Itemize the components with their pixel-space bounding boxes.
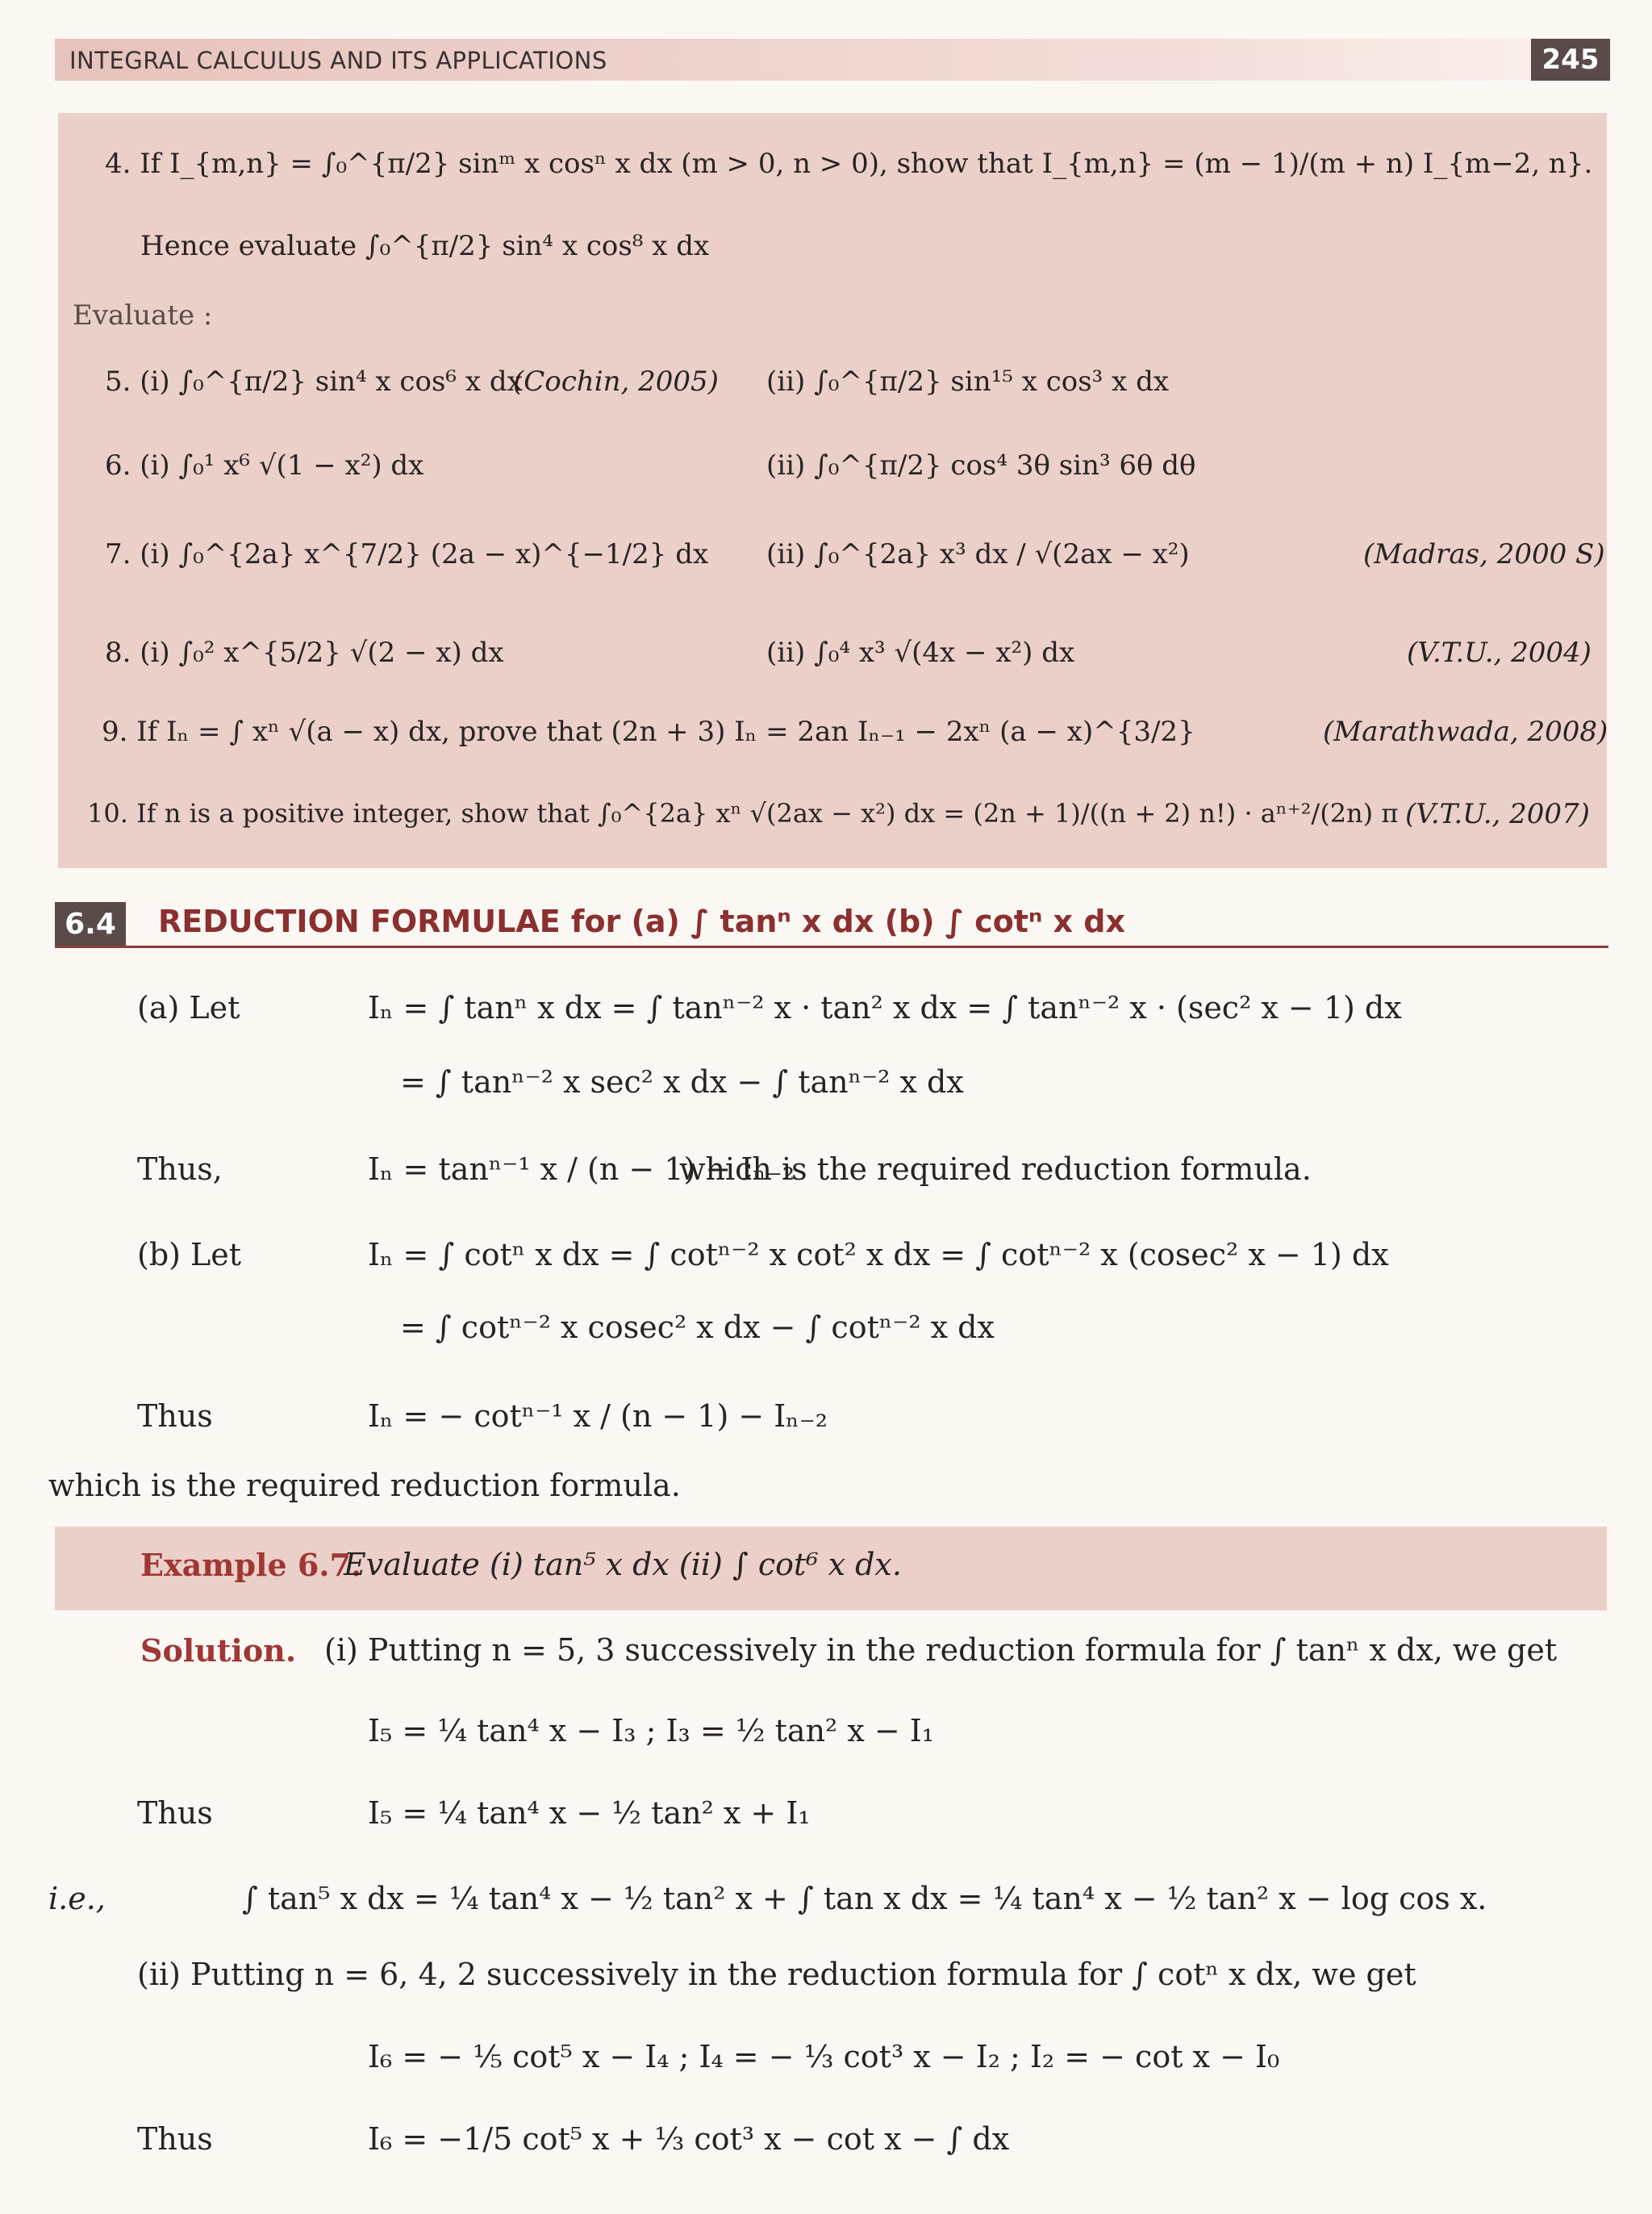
exercise-9-source: (Marathwada, 2008) [1323,716,1608,748]
derivation-a-eq1: Iₙ = ∫ tanⁿ x dx = ∫ tanⁿ⁻² x · tan² x dx = ∫ tanⁿ⁻² x · (sec² x − 1) dx [368,990,1402,1026]
solution-thus-2: Thus [137,2121,213,2157]
section-number: 6.4 [55,902,126,947]
solution-eq4: I₆ = − ⅕ cot⁵ x − I₄ ; I₄ = − ⅓ cot³ x − I₂ ; I₂ = − cot x − I₀ [368,2039,1280,2074]
derivation-a-eq2: = ∫ tanⁿ⁻² x sec² x dx − ∫ tanⁿ⁻² x dx [400,1064,964,1100]
exercise-6-ii: (ii) ∫₀^{π/2} cos⁴ 3θ sin³ 6θ dθ [766,449,1196,482]
exercise-6-i: 6. (i) ∫₀¹ x⁶ √(1 − x²) dx [105,449,424,482]
derivation-a-thus: Thus, [137,1151,223,1187]
section-underline [55,946,1608,948]
derivation-b-eq3: Iₙ = − cotⁿ⁻¹ x / (n − 1) − Iₙ₋₂ [368,1398,828,1434]
solution-eq2: I₅ = ¼ tan⁴ x − ½ tan² x + I₁ [368,1795,811,1831]
exercise-5-ii: (ii) ∫₀^{π/2} sin¹⁵ x cos³ x dx [766,366,1170,398]
exercise-5-i: 5. (i) ∫₀^{π/2} sin⁴ x cos⁶ x dx [105,366,523,398]
section-title: REDUCTION FORMULAE for (a) ∫ tanⁿ x dx (b) ∫ cotⁿ x dx [158,904,1125,939]
evaluate-label: Evaluate : [73,299,213,332]
exercise-5-source: (Cochin, 2005) [513,366,719,398]
running-header-title: INTEGRAL CALCULUS AND ITS APPLICATIONS [69,47,607,74]
exercise-7-source: (Madras, 2000 S) [1363,538,1605,570]
exercise-7-i: 7. (i) ∫₀^{2a} x^{7/2} (2a − x)^{−1/2} dx [105,538,709,570]
exercise-box [58,113,1607,868]
example-statement: Evaluate (i) tan⁵ x dx (ii) ∫ cot⁶ x dx. [344,1547,902,1582]
exercise-10: 10. If n is a positive integer, show that ∫₀^{2a} xⁿ √(2ax − x²) dx = (2n + 1)/((n + 2) n!) · aⁿ⁺²/(2n) π [87,798,1399,829]
derivation-b-conclusion: which is the required reduction formula. [48,1468,681,1503]
page-number: 245 [1531,39,1610,81]
derivation-b-thus: Thus [137,1398,213,1434]
exercise-8-i: 8. (i) ∫₀² x^{5/2} √(2 − x) dx [105,637,504,669]
derivation-a-label: (a) Let [137,990,240,1026]
solution-thus-1: Thus [137,1795,213,1831]
example-label: Example 6.7. [140,1547,362,1583]
exercise-10-source: (V.T.U., 2007) [1405,798,1590,830]
solution-ie: i.e., [48,1881,106,1916]
solution-eq1: I₅ = ¼ tan⁴ x − I₃ ; I₃ = ½ tan² x − I₁ [368,1713,935,1748]
derivation-b-label: (b) Let [137,1237,242,1272]
exercise-4-line2: Hence evaluate ∫₀^{π/2} sin⁴ x cos⁸ x dx [140,230,710,262]
solution-part-i: (i) Putting n = 5, 3 successively in the reduction formula for ∫ tanⁿ x dx, we get [324,1632,1558,1668]
exercise-4-line1: 4. If I_{m,n} = ∫₀^{π/2} sinᵐ x cosⁿ x dx (m > 0, n > 0), show that I_{m,n} = (m − 1)/(m + n) I_{m−2, n}. [105,148,1593,180]
derivation-b-eq1: Iₙ = ∫ cotⁿ x dx = ∫ cotⁿ⁻² x cot² x dx = ∫ cotⁿ⁻² x (cosec² x − 1) dx [368,1237,1389,1272]
solution-eq3: ∫ tan⁵ x dx = ¼ tan⁴ x − ½ tan² x + ∫ tan x dx = ¼ tan⁴ x − ½ tan² x − log cos x. [242,1881,1487,1916]
exercise-7-ii: (ii) ∫₀^{2a} x³ dx / √(2ax − x²) [766,538,1190,570]
derivation-a-conclusion: which is the required reduction formula. [679,1151,1312,1187]
solution-part-ii: (ii) Putting n = 6, 4, 2 successively in the reduction formula for ∫ cotⁿ x dx, we get [137,1957,1416,1992]
derivation-b-eq2: = ∫ cotⁿ⁻² x cosec² x dx − ∫ cotⁿ⁻² x dx [400,1310,995,1345]
exercise-8-source: (V.T.U., 2004) [1407,637,1592,669]
exercise-9: 9. If Iₙ = ∫ xⁿ √(a − x) dx, prove that (2n + 3) Iₙ = 2an Iₙ₋₁ − 2xⁿ (a − x)^{3/2} [102,716,1195,748]
derivation-a-eq3: Iₙ = tanⁿ⁻¹ x / (n − 1) − Iₙ₋₂ [368,1151,795,1187]
solution-eq5: I₆ = −1/5 cot⁵ x + ⅓ cot³ x − cot x − ∫ dx [368,2121,1010,2157]
solution-label: Solution. [140,1632,297,1669]
exercise-8-ii: (ii) ∫₀⁴ x³ √(4x − x²) dx [766,637,1075,669]
